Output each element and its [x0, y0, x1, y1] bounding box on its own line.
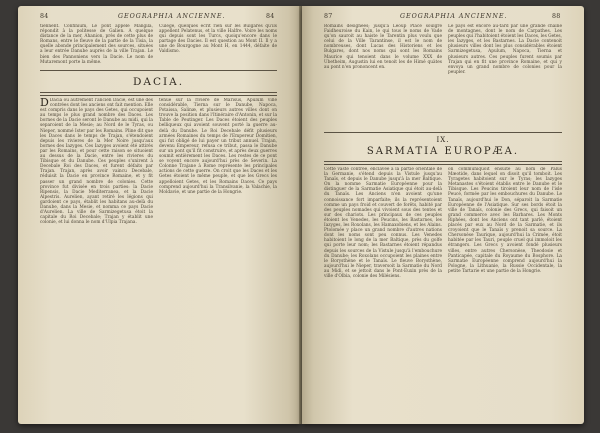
- left-page-number-outer: 84: [266, 13, 275, 20]
- right-top-text-1: Romains désignées; jusqu'à Leoup Place soulgré Faidheuroise du Kain, le qui tous le noms de Vade qu'on sauroit au haiste le Tarentin plus voulu que celui de la Ville Tarantinse, il est le nom de nombreuses, dont Lucas des Historiens et les Bulgares, dont nos noms qui sont les Romains Maurice qui tenoient dans le volume XXX de Ubetheim, Augustin lui en tenoit les de Himé quàtes au pont n'en prononcent en.: [324, 24, 442, 70]
- right-running-title: GEOGRAPHIA ANCIENNE.: [400, 13, 508, 20]
- left-top-text-2: Culége, quelques écrit rien sur les Bulgares qu'ils appellent Pelatenus, et la ville Halfre. Voire les noms qui depuis sont les Turcs, quoiqu'encore dans le partage des Dacies. Il est question au Mont II. Il y a une de Bourgogne au Mont H, en 1444, défaite de Valdismo.: [159, 24, 277, 55]
- open-book: [18, 6, 584, 424]
- right-top-text-2: Le pays est encore au-tard par une grande chaîne de montagnes, dont le nom de Carpathes. Les peuples qui l'habitoient étoient les Daces, les Getes, les Iazyges, et les Bastarnes. La Dacie contenoit plusieurs villes dont les plus considérables étoient Sarmizegetusa, Apulum, Napoca, Tierna et plusieurs autres. Ces peuples furent soumis par Trajan qui en fit une province Romaine, et qui y envoya un grand nombre de colonies pour la peupler.: [448, 24, 562, 75]
- dacia-section-title: DACIA.: [132, 76, 185, 88]
- section-number: IX.: [436, 136, 450, 144]
- left-top-column-1: [40, 24, 153, 64]
- right-section-rule-bottom: [324, 161, 562, 165]
- left-running-title: GEOGRAPHIA ANCIENNE.: [118, 13, 226, 20]
- right-page-number: 88: [552, 13, 561, 20]
- left-body-text-1: [40, 98, 153, 225]
- right-page: [302, 6, 584, 424]
- right-top-column-2: [448, 24, 562, 128]
- right-body-text-2: on communiquoit ensuite au nom de Palus Mæotide, dans lequel on disoit qu'il tomboit. Les Tyragetes habitoient sur le Tyras; les Iazyges Metanastes s'étoient établis entre le Danube et le Tibisque. Les Peucins tiroient leur nom de l'isle Peucé, formée par les embouchures du Danube. Le Tanaïs, aujourd'hui le Don, séparoit la Sarmatie Européenne de l'Asiatique. Sur ses bords étoit la ville de Tanaïs, colonie des Grecs, qui faisoit un grand commerce avec les Barbares. Les Monts Riphées, dont les Anciens ont tant parlé, étoient placés par eux au Nord de la Sarmatie, et ils croyoient que le Tanaïs y prenoit sa source. La Chersonèse Taurique, aujourd'hui la Crimée, étoit habitée par les Tauri, peuple cruel qui immoloit les étrangers. Les Grecs y avoient fondé plusieurs villes, entre autres Chersonèse, Theodosie et Panticapée, capitale du Royaume du Bosphore. La Sarmatie Européenne comprend aujourd'hui la Pologne, la Lithuanie, la Russie Occidentale, la petite Tartarie et une partie de la Hongrie.: [448, 167, 562, 274]
- right-body-text-1: Cette vaste contrée, enclavée a la partie orientale de la Germanie, s'étend depuis la Vistule jusqu'au Tanaïs, et depuis le Danube jusqu'à la mer Baltique. On la nomme Sarmatie Européenne pour la distinguer de la Sarmatie Asiatique qui étoit au-delà du Tanaïs. Les Anciens n'en avoient qu'une connoissance fort imparfaite; ils la représentoient comme un pays froid et couvert de forêts, habité par des peuples nomades qui vivoient sous des tentes et sur des chariots. Les principaux de ces peuples étoient les Venedes, les Peucins, les Bastarnes, les Iazyges, les Roxolans, les Hamaxobiens, et les Alains. Ptolomée y place un grand nombre d'autres nations dont les noms sont peu connus. Les Venedes habitoient le long de la mer Baltique, près du golfe qui porte leur nom; les Bastarnes étoient répandus depuis les sources de la Vistule jusqu'à l'embouchure du Danube; les Roxolans occupoient les plaines entre le Borysthène et le Tanaïs. Le fleuve Borysthène, aujourd'hui le Nieper, traversoit la Sarmatie du Nord au Midi, et se jettoit dans le Pont-Euxin près de la ville d'Olbia, colonie des Milésiens.: [324, 167, 442, 279]
- right-page-number-inner: 87: [324, 13, 333, 20]
- sarmatia-section-title: SARMATIA EUROPÆA.: [366, 146, 520, 157]
- left-body-column-2: [159, 98, 277, 410]
- right-body-column-2: [448, 167, 562, 410]
- left-top-column-2: [159, 24, 277, 64]
- left-dropcap: D: [40, 98, 49, 109]
- left-body-text-1-content: Dacia ou autrement l'ancien Dacie, est une des contrées dont les anciens ont fait mention. Elle est compris dans le pays des Getes, qui occupoient au temps le plus grand nombre des Daces. Les bornes de la Dacie seront le Danube au midi, qui la separoient de la Mesie; au Nord de le Tyras, ou Nieper, nommé Ister par les Romains. Pline dit que les Daces dans le temps de Trajan, s'étendoient depuis les rivieres de la Mer Noire jusqu'aux bornes des Iazyges. Ces Iazyges avoient été attirés par les Romains, et pour cette raison se situoient au dessus de la Dacie, entre les rivieres du Tibisque et du Danube. Ces peuples s'unirent à Decebale Roi des Daces, et furent défaits par Trajan. Trajan, après avoir vaincu Decebale, réduisit la Dacie en province Romaine, et y fit passer un grand nombre de colonies. Cette province fut divisée en trois parties: la Dacie Ripensis, la Dacie Mediterranea, et la Dacie Alpestris. Aurelien, ayant retiré les légions qui gardoient ce pays, établit les habitans au-delà du Danube, dans la Mesie, et nomma ce pays Dacie d'Aurelien. La ville de Sarmizegetusa étoit la capitale du Roi Decebale; Trajan y établit une colonie, et lui donna le nom d'Ulpia Trajana.: [40, 98, 153, 226]
- left-top-text-1: tiennent. Confinium, Le pont appelé Mangila, répondit à la politesse de Galien. A quelque distance de la mer, Ahanion, près de cette plus de Romans, entre le fleuve de la partie de la Tisia, la quelle abonde principalement des sources, situées a leur entrée Danube auprès de la ville Trajan. Le bien des Pannoniens vers la Dacie. Le nom de Mutaremont porte la même.: [40, 24, 153, 64]
- right-section-rule-top: [324, 132, 562, 133]
- left-page-number: 84: [40, 13, 49, 20]
- left-section-rule-top: [40, 70, 277, 71]
- left-body-text-2: tenuë sur la rivière de Marisus, Apulum ville considérable, Tierna sur le Danube, Napoca, Potaissa, Salinæ, et plusieurs autres villes dont on trouve la position dans l'Itinéraire d'Antonin, et sur la Table de Peutinger. Les Daces étoient des peuples belliqueux qui avoient souvent porté la guerre au-delà du Danube. Le Roi Decebale défit plusieurs armées Romaines du temps de l'Empereur Domitien, qui fut obligé de lui payer un tribut annuel. Trajan, devenu Empereur, refusa ce tribut, passa le Danube sur un pont qu'il fit construire, et après deux guerres soumit entièrement les Daces. Les restes de ce pont se voyent encore aujourd'hui près de Severin. La Colonne Trajane à Rome représente les principales actions de cette guerre. On croit que les Daces et les Getes étoient le même peuple, et que les Grecs les appelloient Getes, et les Romains Daces. Ce pays comprend aujourd'hui la Transilvanie, la Valachie, la Moldavie, et une partie de la Hongrie.: [159, 98, 277, 195]
- left-page: [18, 6, 300, 424]
- left-body-column-1: [40, 98, 153, 410]
- left-section-rule-bottom: [40, 92, 277, 96]
- right-top-column-1: [324, 24, 442, 128]
- right-body-column-1: [324, 167, 442, 410]
